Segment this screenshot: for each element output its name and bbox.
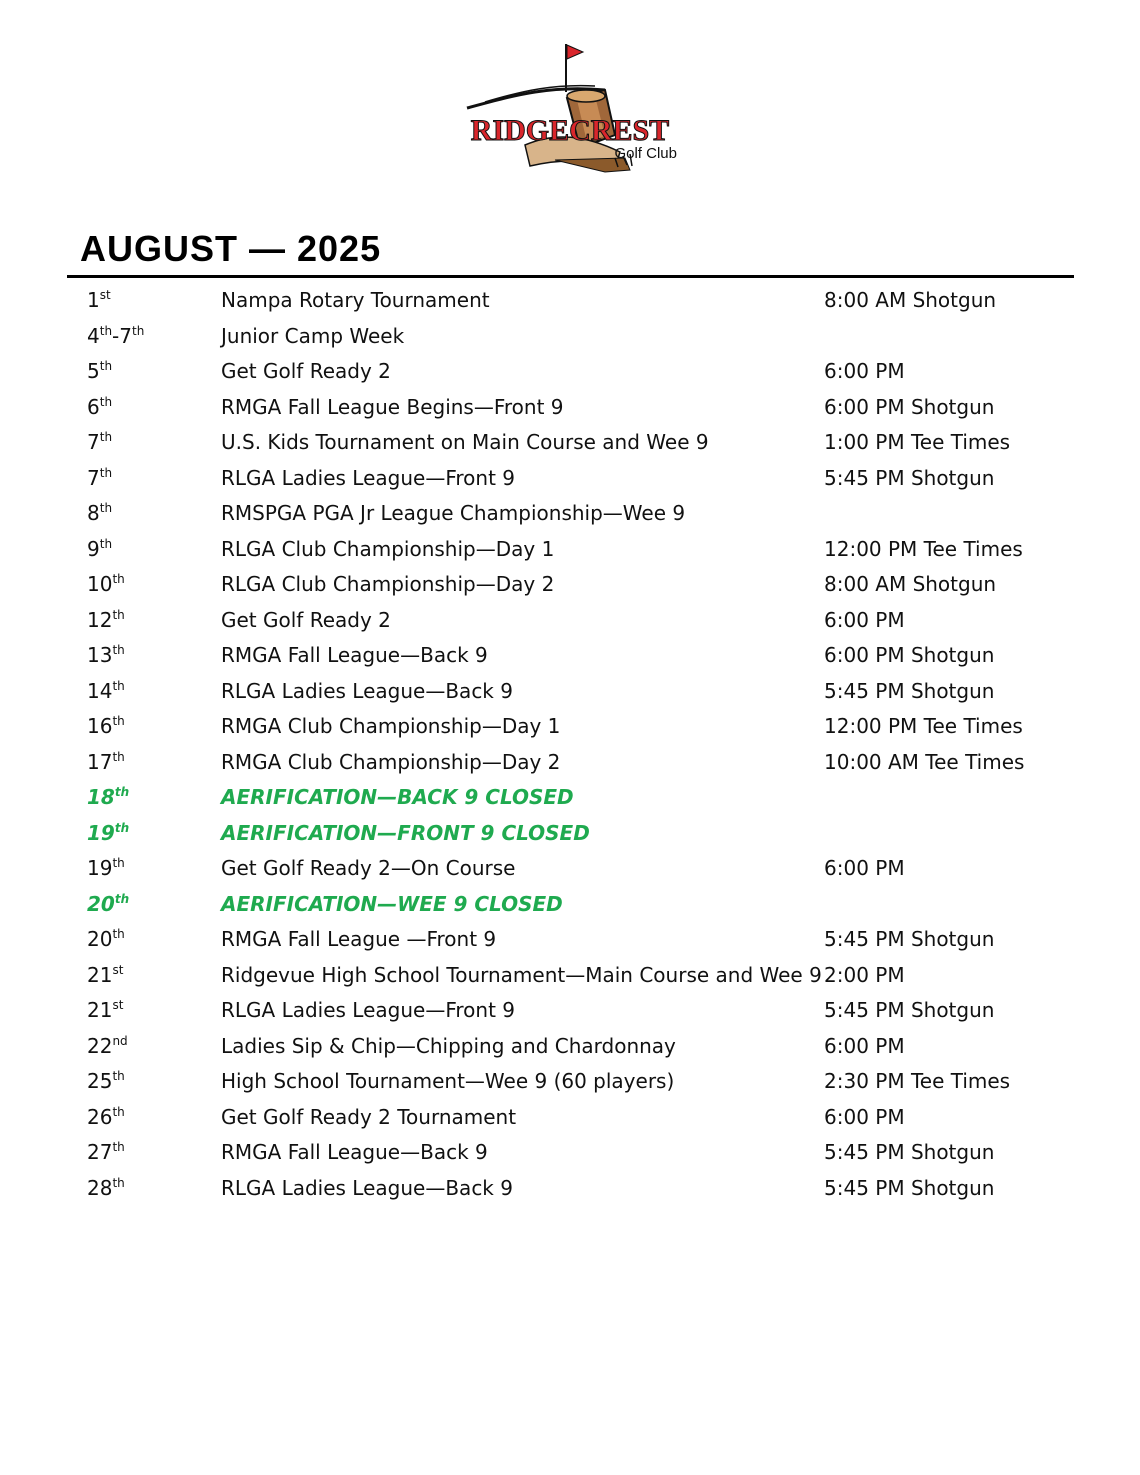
date-day: 20	[87, 891, 115, 916]
date-day: 9	[87, 536, 100, 561]
date-suffix: th	[112, 678, 125, 693]
date-day: 5	[87, 359, 100, 383]
date-range-dash: -	[112, 323, 120, 348]
event-time: 5:45 PM Shotgun	[824, 1175, 995, 1200]
event-date	[87, 638, 125, 674]
date-suffix: st	[112, 998, 124, 1012]
event-time: 12:00 PM Tee Times	[824, 536, 1023, 561]
event-name: RMGA Fall League—Back 9	[221, 1140, 488, 1164]
event-date	[87, 1171, 125, 1207]
event-time: 5:45 PM Shotgun	[824, 1140, 995, 1164]
date-day: 14	[87, 678, 113, 703]
schedule-row	[0, 1029, 1140, 1065]
date-suffix: th	[114, 820, 130, 835]
event-date	[87, 603, 125, 639]
event-date	[87, 887, 129, 923]
date-suffix: th	[114, 891, 130, 906]
event-date	[87, 780, 129, 816]
date-day: 22	[87, 1033, 113, 1058]
schedule-row	[0, 390, 1140, 426]
date-suffix: th	[112, 572, 125, 586]
date-suffix: th	[112, 856, 125, 870]
date-suffix: th	[99, 430, 113, 444]
date-suffix: th	[112, 927, 125, 941]
event-date	[87, 567, 125, 603]
schedule-row	[0, 425, 1140, 461]
date-suffix: th	[112, 714, 125, 728]
event-date	[87, 1135, 125, 1171]
golf-course-logo-icon	[455, 40, 685, 175]
title-divider	[67, 275, 1074, 278]
schedule-row	[0, 780, 1140, 816]
event-time: 6:00 PM	[824, 607, 905, 632]
date-day: 7	[87, 430, 100, 454]
event-name: RLGA Club Championship—Day 1	[221, 536, 555, 561]
date-day: 4	[87, 323, 100, 348]
event-time: 6:00 PM Shotgun	[824, 643, 995, 667]
date-suffix: st	[99, 288, 111, 302]
event-name: AERIFICATION—WEE 9 CLOSED	[221, 891, 563, 916]
event-date	[87, 1064, 125, 1100]
schedule-row	[0, 1064, 1140, 1100]
date-suffix: th	[99, 501, 113, 515]
event-date	[87, 674, 125, 710]
date-suffix: th	[112, 1104, 125, 1119]
schedule-row	[0, 603, 1140, 639]
event-time: 8:00 AM Shotgun	[824, 572, 997, 596]
event-name: Ridgevue High School Tournament—Main Course and Wee 9	[221, 962, 822, 987]
event-name: RLGA Ladies League—Front 9	[221, 465, 516, 490]
date-day: 25	[87, 1069, 113, 1093]
schedule-row	[0, 1171, 1140, 1207]
event-name: Get Golf Ready 2	[221, 607, 391, 632]
event-date	[87, 922, 125, 958]
event-time: 12:00 PM Tee Times	[824, 714, 1023, 738]
event-name: Junior Camp Week	[221, 323, 405, 348]
event-date	[87, 532, 112, 568]
event-name: RLGA Ladies League—Back 9	[221, 1175, 513, 1200]
date-suffix: st	[112, 962, 124, 977]
date-day: 10	[87, 572, 113, 596]
event-date	[87, 283, 111, 319]
event-name: RLGA Ladies League—Front 9	[221, 998, 516, 1022]
event-schedule	[0, 283, 1140, 1206]
date-day: 20	[87, 927, 113, 951]
date-suffix: th	[112, 1175, 125, 1190]
date-day-end: 7	[119, 323, 132, 348]
date-day: 7	[87, 465, 100, 490]
schedule-row	[0, 674, 1140, 710]
schedule-row	[0, 496, 1140, 532]
schedule-row	[0, 1135, 1140, 1171]
event-time: 10:00 AM Tee Times	[824, 749, 1025, 774]
ridgecrest-logo	[455, 40, 685, 175]
event-time: 2:30 PM Tee Times	[824, 1069, 1011, 1093]
event-name: Get Golf Ready 2—On Course	[221, 856, 516, 880]
date-day: 21	[87, 998, 113, 1022]
schedule-row	[0, 922, 1140, 958]
date-day: 6	[87, 394, 100, 419]
schedule-row	[0, 1100, 1140, 1136]
event-name: RMGA Fall League —Front 9	[221, 927, 497, 951]
event-name: RMGA Club Championship—Day 1	[221, 714, 561, 738]
date-day: 28	[87, 1175, 113, 1200]
date-suffix: th	[112, 607, 125, 622]
date-day: 18	[87, 785, 115, 809]
event-name: RMSPGA PGA Jr League Championship—Wee 9	[221, 501, 686, 525]
schedule-row	[0, 993, 1140, 1029]
event-name: RLGA Ladies League—Back 9	[221, 678, 513, 703]
event-time: 1:00 PM Tee Times	[824, 430, 1011, 454]
date-day: 8	[87, 501, 100, 525]
date-suffix: th	[112, 749, 125, 764]
schedule-row	[0, 354, 1140, 390]
date-day: 19	[87, 856, 113, 880]
date-day: 13	[87, 643, 113, 667]
event-time: 6:00 PM Shotgun	[824, 394, 995, 419]
event-date	[87, 816, 129, 852]
schedule-row	[0, 283, 1140, 319]
date-suffix: th	[99, 323, 113, 338]
date-suffix: th	[99, 394, 113, 409]
event-name: Get Golf Ready 2 Tournament	[221, 1104, 517, 1129]
event-time: 5:45 PM Shotgun	[824, 998, 995, 1022]
schedule-row	[0, 567, 1140, 603]
schedule-row	[0, 532, 1140, 568]
date-suffix: th	[99, 359, 113, 373]
event-name: High School Tournament—Wee 9 (60 players)	[221, 1069, 675, 1093]
schedule-row	[0, 709, 1140, 745]
date-day: 12	[87, 607, 113, 632]
event-date	[87, 354, 112, 390]
schedule-row	[0, 851, 1140, 887]
event-date	[87, 1029, 128, 1065]
date-day: 1	[87, 288, 100, 312]
event-date	[87, 993, 123, 1029]
date-day: 16	[87, 714, 113, 738]
date-suffix: th	[112, 643, 125, 657]
event-name: RMGA Fall League Begins—Front 9	[221, 394, 564, 419]
event-date	[87, 958, 123, 994]
event-name: RMGA Fall League—Back 9	[221, 643, 488, 667]
date-suffix: nd	[112, 1033, 128, 1048]
schedule-row	[0, 745, 1140, 781]
date-suffix: th	[112, 1069, 125, 1083]
event-time: 5:45 PM Shotgun	[824, 678, 995, 703]
date-day: 27	[87, 1140, 113, 1164]
event-date	[87, 709, 125, 745]
event-name: AERIFICATION—FRONT 9 CLOSED	[221, 820, 590, 845]
event-date	[87, 496, 112, 532]
date-day: 17	[87, 749, 113, 774]
event-date	[87, 851, 125, 887]
event-name: U.S. Kids Tournament on Main Course and Wee 9	[221, 430, 709, 454]
event-name: Nampa Rotary Tournament	[221, 288, 490, 312]
schedule-row	[0, 461, 1140, 497]
event-time: 5:45 PM Shotgun	[824, 927, 995, 951]
page-title: AUGUST — 2025	[80, 228, 382, 269]
date-suffix: th	[99, 536, 113, 551]
schedule-row	[0, 958, 1140, 994]
event-date	[87, 390, 112, 426]
date-suffix: th	[112, 1140, 125, 1154]
event-date	[87, 745, 125, 781]
event-name: AERIFICATION—BACK 9 CLOSED	[221, 785, 574, 809]
event-time: 6:00 PM	[824, 1033, 905, 1058]
date-day: 26	[87, 1104, 113, 1129]
schedule-row	[0, 887, 1140, 923]
event-name: RLGA Club Championship—Day 2	[221, 572, 555, 596]
date-suffix-end: th	[132, 323, 145, 338]
schedule-row	[0, 319, 1140, 355]
date-day: 19	[87, 820, 115, 845]
schedule-row	[0, 638, 1140, 674]
event-time: 5:45 PM Shotgun	[824, 465, 995, 490]
date-day: 21	[87, 962, 113, 987]
event-name: RMGA Club Championship—Day 2	[221, 749, 561, 774]
event-time: 8:00 AM Shotgun	[824, 288, 997, 312]
event-time: 2:00 PM	[824, 962, 905, 987]
event-name: Get Golf Ready 2	[221, 359, 391, 383]
event-time: 6:00 PM	[824, 1104, 905, 1129]
event-time: 6:00 PM	[824, 856, 905, 880]
event-date	[87, 425, 112, 461]
event-name: Ladies Sip & Chip—Chipping and Chardonnay	[221, 1033, 676, 1058]
event-date	[87, 461, 112, 497]
event-date	[87, 319, 144, 355]
event-date	[87, 1100, 125, 1136]
event-time: 6:00 PM	[824, 359, 905, 383]
date-suffix: th	[114, 785, 130, 799]
date-suffix: th	[99, 465, 113, 480]
logo-subtitle: Golf Club	[614, 145, 677, 162]
schedule-row	[0, 816, 1140, 852]
logo-wordmark: RIDGECREST	[470, 114, 670, 147]
